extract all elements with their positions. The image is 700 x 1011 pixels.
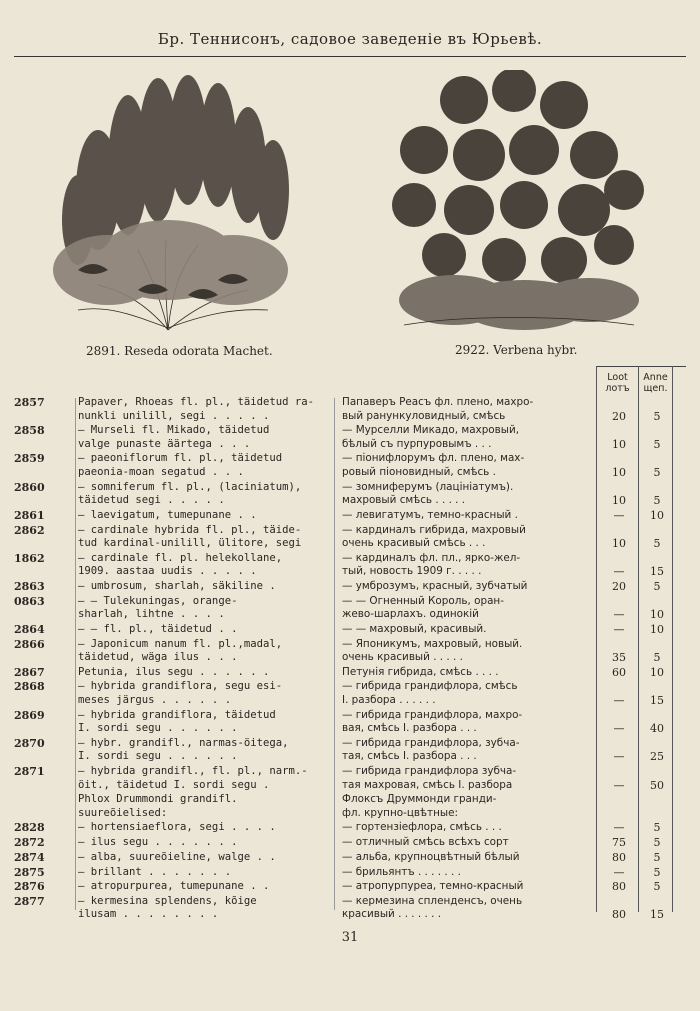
russian-description — [342, 595, 592, 622]
latin-description — [78, 524, 328, 551]
table-row — [0, 737, 700, 764]
latin-line: valge punaste äärtega . . . — [78, 437, 251, 450]
latin-line: — alba, suureõieline, walge . . — [78, 850, 276, 863]
latin-line: ilusam . . . . . . . . — [78, 908, 219, 921]
latin-line: Petunia, ilus segu . . . . . . — [78, 665, 270, 678]
table-row — [0, 821, 700, 835]
latin-description — [78, 821, 328, 835]
latin-description — [78, 623, 328, 637]
price-loot: 35 — [612, 651, 626, 664]
latin-line: — Murseli fl. Mikado, täidetud — [78, 424, 270, 437]
table-row — [0, 552, 700, 579]
russian-description — [342, 851, 592, 865]
price-anne: 5 — [653, 409, 661, 423]
russian-line: очень красивый смѣсь . . . — [342, 537, 486, 549]
price-anne: 15 — [650, 565, 664, 579]
price-anne: 5 — [653, 437, 661, 451]
russian-line: бѣлый съ пурпуровымъ . . . — [342, 437, 492, 450]
reseda-illustration — [38, 70, 298, 335]
price-loot: 80 — [612, 850, 626, 864]
russian-line: — Японикумъ, махровый, новый. — [342, 637, 523, 650]
russian-line: красивый . . . . . . . — [342, 908, 442, 921]
item-number: 2867 — [14, 665, 45, 679]
russian-line: — атропурпуреа, темно-красный — [342, 880, 524, 893]
price-anne: 25 — [650, 750, 664, 764]
price-loot: — — [613, 508, 625, 522]
price-loot: 10 — [612, 437, 626, 451]
russian-line: — гибрида грандифлора, смѣсь — [342, 680, 518, 693]
russian-line: фл. крупно-цвѣтные: — [342, 806, 458, 819]
verbena-illustration — [384, 70, 648, 332]
russian-description — [342, 836, 592, 850]
price-loot: 20 — [612, 409, 626, 423]
price-loot: — — [613, 608, 625, 622]
latin-description — [78, 836, 328, 850]
price-loot: 75 — [612, 836, 626, 850]
price-loot: 10 — [612, 494, 626, 508]
russian-description — [342, 623, 592, 637]
item-number: 2877 — [14, 894, 45, 908]
latin-description — [78, 765, 328, 792]
russian-line: очень красивый . . . . . — [342, 651, 463, 663]
latin-line: Phlox Drummondi grandifl. — [78, 793, 238, 806]
price-loot: — — [613, 565, 625, 579]
latin-line: paeonia-moan segatud . . . — [78, 465, 244, 478]
latin-line: — atropurpurea, tumepunane . . — [78, 880, 270, 893]
col-header-anne-2: щеп. — [643, 383, 668, 394]
russian-description — [342, 895, 592, 922]
russian-line: махровый смѣсь . . . . . — [342, 494, 466, 507]
russian-line: тый, новость 1909 г. . . . . — [342, 565, 482, 578]
price-loot: — — [613, 722, 625, 736]
russian-description — [342, 880, 592, 894]
russian-description — [342, 481, 592, 508]
item-number: 1862 — [14, 551, 45, 565]
table-row — [0, 638, 700, 665]
russian-line: I. разбора . . . . . . — [342, 693, 436, 706]
price-anne: 5 — [653, 821, 661, 835]
latin-description — [78, 680, 328, 707]
header-rule — [14, 56, 686, 57]
latin-description — [78, 552, 328, 579]
russian-description — [342, 638, 592, 665]
item-number: 2862 — [14, 523, 45, 537]
price-anne: 40 — [650, 722, 664, 736]
russian-description — [342, 737, 592, 764]
latin-description — [78, 866, 328, 880]
russian-line: — кермезина спленденсъ, очень — [342, 894, 523, 907]
item-number: 2876 — [14, 880, 45, 894]
russian-line: — кардиналъ фл. пл., ярко-жел- — [342, 551, 521, 564]
latin-description — [78, 737, 328, 764]
russian-description — [342, 709, 592, 736]
price-anne: 5 — [653, 880, 661, 894]
table-row — [0, 866, 700, 880]
russian-description — [342, 821, 592, 835]
latin-line: — — fl. pl., täidetud . . — [78, 622, 238, 635]
russian-description — [342, 424, 592, 451]
russian-line: — умброзумъ, красный, зубчатый — [342, 579, 528, 592]
russian-line: тая, смѣсь I. разбора . . . — [342, 750, 477, 763]
table-row — [0, 481, 700, 508]
russian-line: — гортензіефлора, смѣсь . . . — [342, 821, 502, 834]
latin-line: I. sordi segu . . . . . . — [78, 750, 238, 763]
russian-line: — — Огненный Король, оран- — [342, 594, 504, 607]
latin-line: öit., täidetud I. sordi segu . — [78, 778, 270, 791]
item-number: 2870 — [14, 736, 45, 750]
price-loot: — — [613, 821, 625, 835]
latin-line: — hybrida grandiflora, segu esi- — [78, 680, 283, 693]
price-anne: 10 — [650, 622, 664, 636]
price-anne: 5 — [653, 579, 661, 593]
item-number: 2860 — [14, 480, 45, 494]
russian-line: — альба, крупноцвѣтный бѣлый — [342, 850, 520, 863]
russian-line: ровый піоновидный, смѣсь . — [342, 465, 496, 478]
table-row — [0, 580, 700, 594]
latin-line: nunkli unilill, segi . . . . . — [78, 409, 270, 422]
table-row — [0, 595, 700, 622]
item-number: 0863 — [14, 594, 45, 608]
table-row — [0, 452, 700, 479]
price-loot: 20 — [612, 579, 626, 593]
russian-description — [342, 552, 592, 579]
russian-line: жево-шарлахъ. одинокій — [342, 608, 479, 621]
latin-description — [78, 895, 328, 922]
price-anne: 5 — [653, 836, 661, 850]
col-header-loot-1: Loot — [607, 372, 628, 383]
latin-line: sharlah, lihtne . . . . — [78, 608, 225, 621]
russian-line: — — махровый, красивый. — [342, 622, 487, 635]
russian-line: — кардиналъ гибрида, махровый — [342, 523, 526, 536]
price-anne: 5 — [653, 865, 661, 879]
russian-line: Флоксъ Друммонди гранди- — [342, 793, 497, 806]
russian-line: — отличный смѣсь всѣхъ сорт — [342, 836, 509, 849]
latin-line: — ilus segu . . . . . . . — [78, 836, 238, 849]
latin-line: meses järgus . . . . . . — [78, 693, 232, 706]
latin-line: — — Tulekuningas, orange- — [78, 594, 238, 607]
latin-line: — cardinale fl. pl. helekollane, — [78, 551, 283, 564]
russian-line: Петунія гибрида, смѣсь . . . . — [342, 665, 499, 678]
page-header: Бр. Теннисонъ, садовое заведеніе въ Юрьевѣ. — [157, 30, 543, 48]
latin-line: — umbrosum, sharlah, säkiline . — [78, 579, 276, 592]
russian-line: тая махровая, смѣсь I. разбора — [342, 778, 513, 791]
item-number: 2872 — [14, 836, 45, 850]
item-number: 2828 — [14, 821, 45, 835]
price-anne: 10 — [650, 608, 664, 622]
col-header-loot-2: лотъ — [605, 383, 630, 394]
latin-line: — Japonicum nanum fl. pl.,madal, — [78, 637, 283, 650]
latin-description — [78, 452, 328, 479]
russian-line: — гибрида грандифлора, зубча- — [342, 736, 520, 749]
latin-description — [78, 509, 328, 523]
reseda-caption: 2891. Reseda odorata Machet. — [86, 344, 273, 358]
table-row — [0, 666, 700, 680]
verbena-caption: 2922. Verbena hybr. — [455, 343, 578, 357]
price-loot: 60 — [612, 665, 626, 679]
latin-line: — hortensiaeflora, segi . . . . — [78, 821, 276, 834]
price-loot: — — [613, 693, 625, 707]
price-anne: 50 — [650, 778, 664, 792]
table-row — [0, 424, 700, 451]
latin-description — [78, 666, 328, 680]
price-anne: 10 — [650, 508, 664, 522]
item-number: 2857 — [14, 396, 45, 409]
table-row — [0, 895, 700, 922]
price-anne: 5 — [653, 651, 661, 664]
latin-line: täidetud segi . . . . . — [78, 494, 225, 507]
item-number: 2864 — [14, 622, 45, 636]
price-loot: — — [613, 778, 625, 792]
latin-line: suureõielised: — [78, 806, 168, 819]
latin-line: — kermesina splendens, kõige — [78, 894, 257, 907]
table-row — [0, 623, 700, 637]
latin-description — [78, 396, 328, 423]
price-anne: 10 — [650, 665, 664, 679]
latin-description — [78, 638, 328, 665]
item-number: 2875 — [14, 865, 45, 879]
russian-line: — левигатумъ, темно-красный . — [342, 508, 518, 521]
russian-line: — брильянтъ . . . . . . . — [342, 865, 461, 878]
col-header-loot — [597, 372, 638, 394]
price-anne: 15 — [650, 693, 664, 707]
table-row — [0, 880, 700, 894]
latin-description — [78, 709, 328, 736]
russian-line: вый ранункуловидный, смѣсь — [342, 409, 506, 422]
russian-line: — зомниферумъ (лацініатумъ). — [342, 480, 514, 493]
latin-line: täidetud, wäga ilus . . . — [78, 651, 238, 663]
russian-line: — гибрида грандифлора, махро- — [342, 708, 523, 721]
table-row — [0, 765, 700, 792]
latin-description — [78, 481, 328, 508]
russian-description — [342, 509, 592, 523]
item-number: 2858 — [14, 424, 45, 438]
latin-line: Papaver, Rhoeas fl. pl., täidetud ra- — [78, 396, 314, 408]
latin-description — [78, 793, 328, 820]
item-number: 2874 — [14, 850, 45, 864]
latin-line: 1909. aastaa uudis . . . . . — [78, 565, 257, 578]
price-loot: — — [613, 865, 625, 879]
item-number: 2868 — [14, 680, 45, 694]
latin-description — [78, 595, 328, 622]
price-anne: 5 — [653, 850, 661, 864]
latin-description — [78, 580, 328, 594]
latin-line: I. sordi segu . . . . . . — [78, 722, 238, 735]
table-row — [0, 524, 700, 551]
russian-description — [342, 765, 592, 792]
item-number: 2863 — [14, 579, 45, 593]
price-loot: 80 — [612, 880, 626, 894]
latin-line: — paeoniflorum fl. pl., täidetud — [78, 452, 283, 465]
russian-description — [342, 680, 592, 707]
page-number: 31 — [341, 930, 359, 945]
table-row — [0, 836, 700, 850]
latin-line: — cardinale hybrida fl. pl., täide- — [78, 523, 302, 536]
russian-line: Папаверъ Реасъ фл. плено, махро- — [342, 396, 534, 408]
latin-line: — hybrida grandiflora, täidetud — [78, 708, 276, 721]
russian-description — [342, 396, 592, 423]
russian-line: вая, смѣсь I. разбора . . . — [342, 722, 477, 735]
latin-line: — laevigatum, tumepunane . . — [78, 508, 257, 521]
latin-description — [78, 424, 328, 451]
price-loot: — — [613, 622, 625, 636]
item-number: 2866 — [14, 637, 45, 651]
russian-description — [342, 452, 592, 479]
price-loot: 10 — [612, 465, 626, 479]
table-row — [0, 680, 700, 707]
table-row — [0, 396, 700, 423]
latin-description — [78, 851, 328, 865]
item-number: 2869 — [14, 708, 45, 722]
latin-description — [78, 880, 328, 894]
price-loot: 80 — [612, 908, 626, 922]
latin-line: — hybr. grandifl., narmas-öitega, — [78, 736, 289, 749]
russian-description — [342, 524, 592, 551]
table-row — [0, 851, 700, 865]
table-row — [0, 793, 700, 820]
latin-line: tud kardinal-unilill, ülitore, segi — [78, 537, 302, 549]
latin-line: — hybrida grandifl., fl. pl., narm.- — [78, 765, 308, 777]
table-row — [0, 509, 700, 523]
item-number: 2871 — [14, 765, 45, 778]
latin-line: — somniferum fl. pl., (laciniatum), — [78, 480, 302, 493]
price-anne: 15 — [650, 908, 664, 922]
price-anne: 5 — [653, 537, 661, 550]
price-loot: 10 — [612, 537, 626, 550]
russian-line: — піонифлорумъ фл. плено, мах- — [342, 452, 525, 465]
price-anne: 5 — [653, 494, 661, 508]
col-header-anne-1: Anne — [643, 372, 668, 383]
russian-description — [342, 793, 592, 820]
russian-description — [342, 866, 592, 880]
table-row — [0, 709, 700, 736]
russian-description — [342, 580, 592, 594]
col-header-anne — [639, 372, 672, 394]
latin-line: — brillant . . . . . . . — [78, 865, 232, 878]
russian-description — [342, 666, 592, 680]
russian-line: — Мурселли Микадо, махровый, — [342, 424, 520, 437]
item-number: 2859 — [14, 452, 45, 466]
russian-line: — гибрида грандифлора зубча- — [342, 765, 517, 777]
price-anne: 5 — [653, 465, 661, 479]
item-number: 2861 — [14, 508, 45, 522]
price-loot: — — [613, 750, 625, 764]
